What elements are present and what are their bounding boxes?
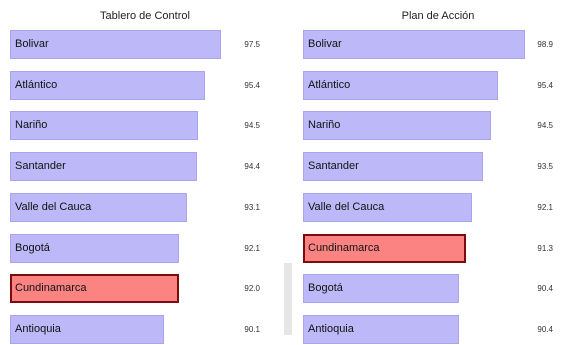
bar-nariño	[303, 111, 491, 140]
bar-label: Atlántico	[15, 79, 58, 91]
value-label: 92.1	[244, 244, 260, 253]
bar-valle-del-cauca	[303, 193, 472, 222]
value-label: 97.5	[244, 40, 260, 49]
bar-antioquia	[10, 315, 164, 344]
bar-valle-del-cauca	[10, 193, 187, 222]
bar-cundinamarca	[303, 234, 466, 263]
value-label: 90.4	[537, 284, 553, 293]
value-label: 92.0	[244, 284, 260, 293]
value-label: 94.4	[244, 162, 260, 171]
chart-title: Plan de Acción	[401, 10, 475, 22]
value-label: 95.4	[244, 81, 260, 90]
bar-label: Nariño	[15, 119, 48, 131]
bar-atlántico	[10, 71, 205, 100]
value-label: 90.1	[244, 325, 260, 334]
bar-santander	[10, 152, 197, 181]
bar-label: Antioquia	[308, 323, 354, 335]
bar-bogotá	[303, 274, 459, 303]
value-label: 98.9	[537, 40, 553, 49]
bar-nariño	[10, 111, 198, 140]
panel-divider	[284, 263, 292, 335]
value-label: 92.1	[537, 203, 553, 212]
bar-label: Antioquia	[15, 323, 61, 335]
plan-de-accion-chart	[303, 0, 564, 345]
bar-label: Santander	[308, 160, 359, 172]
bar-label: Bogotá	[15, 242, 50, 254]
bar-bogotá	[10, 234, 179, 263]
bar-label: Valle del Cauca	[308, 201, 385, 213]
value-label: 90.4	[537, 325, 553, 334]
bar-cundinamarca	[10, 274, 179, 303]
value-label: 94.5	[244, 121, 260, 130]
chart-title: Tablero de Control	[100, 10, 190, 22]
bar-label: Cundinamarca	[15, 282, 87, 294]
bar-label: Santander	[15, 160, 66, 172]
bar-label: Valle del Cauca	[15, 201, 92, 213]
bar-bolivar	[303, 30, 525, 59]
value-label: 94.5	[537, 121, 553, 130]
value-label: 93.1	[244, 203, 260, 212]
value-label: 95.4	[537, 81, 553, 90]
bar-bolivar	[10, 30, 221, 59]
bar-label: Atlántico	[308, 79, 351, 91]
bar-santander	[303, 152, 483, 181]
tablero-de-control-chart	[10, 0, 280, 345]
bar-label: Nariño	[308, 119, 341, 131]
bar-label: Bolivar	[308, 38, 342, 50]
bar-label: Bolivar	[15, 38, 49, 50]
bar-antioquia	[303, 315, 459, 344]
bar-atlántico	[303, 71, 498, 100]
bar-label: Cundinamarca	[308, 242, 380, 254]
bar-label: Bogotá	[308, 282, 343, 294]
value-label: 91.3	[537, 244, 553, 253]
value-label: 93.5	[537, 162, 553, 171]
